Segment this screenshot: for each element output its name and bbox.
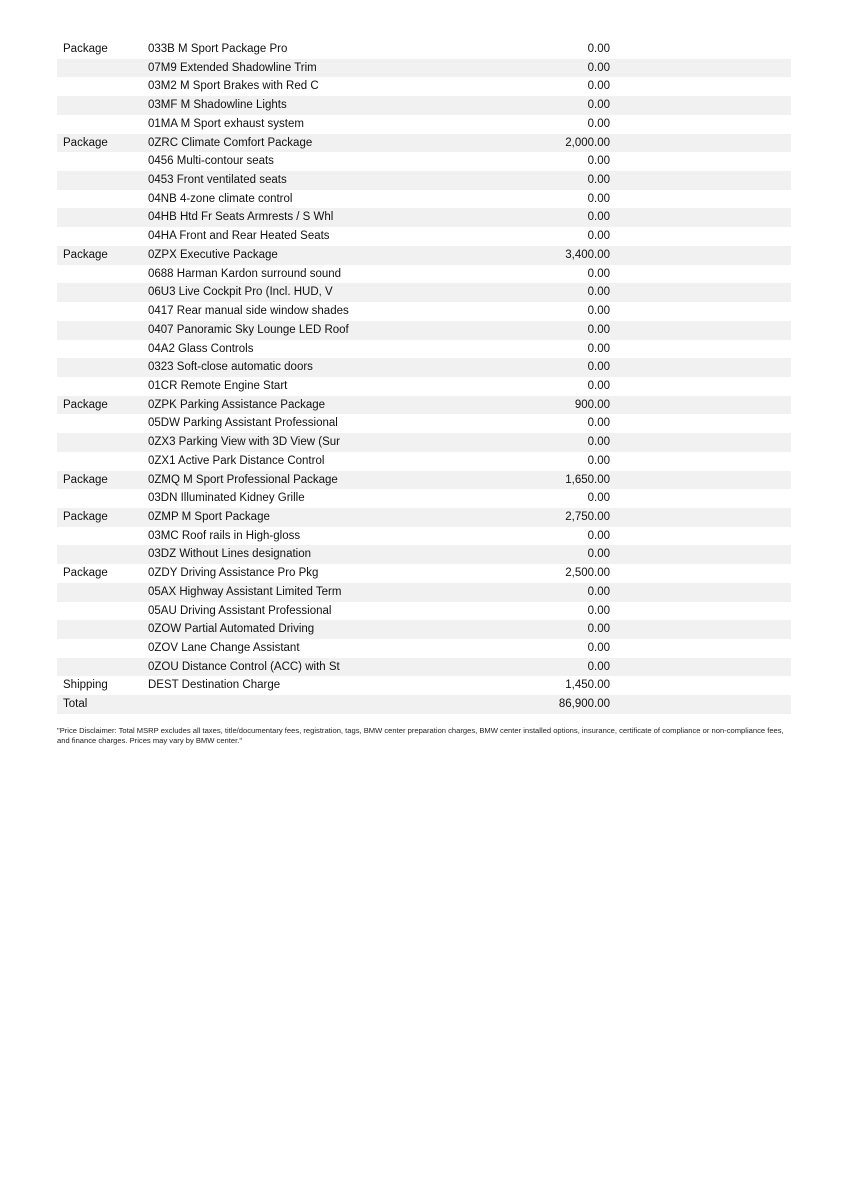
price-cell: 3,400.00 — [565, 248, 610, 261]
category-cell: Package — [63, 510, 108, 523]
item-cell: 0323 Soft-close automatic doors — [148, 361, 313, 374]
category-cell: Total — [63, 698, 88, 711]
price-cell: 0.00 — [587, 417, 610, 430]
price-cell: 0.00 — [587, 492, 610, 505]
item-cell: 03DN Illuminated Kidney Grille — [148, 492, 305, 505]
category-cell: Package — [63, 398, 108, 411]
table-row — [57, 658, 791, 677]
item-cell: 0ZOU Distance Control (ACC) with St — [148, 660, 340, 673]
price-cell: 1,450.00 — [565, 679, 610, 692]
table-row — [57, 340, 791, 359]
item-cell: 04HA Front and Rear Heated Seats — [148, 230, 330, 243]
price-cell: 86,900.00 — [558, 698, 610, 711]
item-cell: 03M2 M Sport Brakes with Red C — [148, 80, 319, 93]
item-cell: 033B M Sport Package Pro — [148, 43, 288, 55]
item-cell: 05AU Driving Assistant Professional — [148, 604, 332, 617]
price-cell: 2,750.00 — [565, 510, 610, 523]
item-cell: 0ZOV Lane Change Assistant — [148, 642, 300, 654]
table-row — [57, 433, 791, 452]
price-cell: 900.00 — [574, 398, 610, 411]
category-cell: Package — [63, 248, 108, 261]
item-cell: 0417 Rear manual side window shades — [148, 305, 349, 318]
item-cell: 04HB Htd Fr Seats Armrests / S Whl — [148, 211, 334, 224]
item-cell: 0453 Front ventilated seats — [148, 174, 287, 187]
price-cell: 0.00 — [587, 99, 610, 112]
price-cell: 0.00 — [587, 436, 610, 449]
category-cell: Package — [63, 43, 108, 55]
item-cell: 0ZX1 Active Park Distance Control — [148, 454, 325, 467]
table-row — [57, 246, 791, 265]
table-row — [57, 190, 791, 209]
table-row — [57, 302, 791, 321]
table-row — [57, 77, 791, 96]
table-row — [57, 545, 791, 564]
price-cell: 0.00 — [587, 230, 610, 243]
item-cell: 05AX Highway Assistant Limited Term — [148, 585, 342, 598]
price-cell: 0.00 — [587, 342, 610, 355]
price-cell: 0.00 — [587, 61, 610, 74]
category-cell: Package — [63, 567, 108, 580]
item-cell: 0ZPK Parking Assistance Package — [148, 398, 326, 411]
table-row — [57, 96, 791, 115]
category-cell: Package — [63, 136, 108, 149]
table-row — [57, 227, 791, 246]
table-row — [57, 283, 791, 302]
item-cell: 0407 Panoramic Sky Lounge LED Roof — [148, 323, 349, 336]
category-cell: Package — [63, 473, 108, 486]
price-cell: 0.00 — [587, 361, 610, 374]
price-cell: 0.00 — [587, 211, 610, 224]
price-cell: 0.00 — [587, 623, 610, 636]
price-cell: 0.00 — [587, 529, 610, 542]
table-row — [57, 527, 791, 546]
table-row — [57, 489, 791, 508]
item-cell: 04A2 Glass Controls — [148, 342, 254, 355]
item-cell: 0ZRC Climate Comfort Package — [148, 136, 313, 149]
table-row — [57, 414, 791, 433]
table-row — [57, 471, 791, 490]
item-cell: 03MF M Shadowline Lights — [148, 99, 287, 112]
table-row — [57, 695, 791, 714]
item-cell: 01CR Remote Engine Start — [148, 379, 288, 392]
price-cell: 0.00 — [587, 585, 610, 598]
table-row — [57, 59, 791, 78]
table-row — [57, 676, 791, 695]
item-cell: 04NB 4-zone climate control — [148, 192, 293, 205]
item-cell: 0688 Harman Kardon surround sound — [148, 267, 342, 280]
table-row — [57, 377, 791, 396]
item-cell: 07M9 Extended Shadowline Trim — [148, 61, 317, 74]
price-cell: 2,500.00 — [565, 567, 610, 580]
table-row — [57, 564, 791, 583]
item-cell: 0ZMQ M Sport Professional Package — [148, 473, 338, 486]
item-cell: 0ZMP M Sport Package — [148, 510, 270, 523]
price-cell: 0.00 — [587, 80, 610, 93]
price-cell: 0.00 — [587, 286, 610, 299]
table-row — [57, 396, 791, 415]
price-cell: 0.00 — [587, 305, 610, 318]
table-row — [57, 40, 791, 59]
table-row — [57, 639, 791, 658]
table-row — [57, 321, 791, 340]
price-cell: 0.00 — [587, 660, 610, 673]
price-cell: 0.00 — [587, 642, 610, 654]
price-cell: 0.00 — [587, 267, 610, 280]
price-cell: 0.00 — [587, 155, 610, 168]
item-cell: 0ZX3 Parking View with 3D View (Sur — [148, 436, 340, 449]
price-cell: 0.00 — [587, 117, 610, 130]
item-cell: 0ZPX Executive Package — [148, 248, 278, 261]
price-cell: 0.00 — [587, 454, 610, 467]
price-cell: 0.00 — [587, 379, 610, 392]
price-cell: 2,000.00 — [565, 136, 610, 149]
table-row — [57, 452, 791, 471]
vehicle-options-table — [57, 40, 791, 714]
item-cell: 0ZDY Driving Assistance Pro Pkg — [148, 567, 319, 580]
item-cell: 01MA M Sport exhaust system — [148, 117, 304, 130]
table-row — [57, 583, 791, 602]
price-cell: 0.00 — [587, 174, 610, 187]
table-row — [57, 152, 791, 171]
price-cell: 0.00 — [587, 43, 610, 55]
table-row — [57, 265, 791, 284]
price-cell: 0.00 — [587, 604, 610, 617]
item-cell: 0ZOW Partial Automated Driving — [148, 623, 315, 636]
table-row — [57, 134, 791, 153]
item-cell: 03DZ Without Lines designation — [148, 548, 312, 561]
table-row — [57, 208, 791, 227]
table-row — [57, 115, 791, 134]
item-cell: 06U3 Live Cockpit Pro (Incl. HUD, V — [148, 286, 333, 299]
price-cell: 0.00 — [587, 548, 610, 561]
item-cell: 05DW Parking Assistant Professional — [148, 417, 338, 430]
price-disclaimer: "Price Disclaimer: Total MSRP excludes all taxes, title/documentary fees, registration, tags, BMW center preparation charges, BMW center installed options, insurance, certificate of compliance or non-compliance fees, and finance charges. Prices may vary by BMW center." — [57, 726, 784, 745]
table-row — [57, 171, 791, 190]
item-cell: 03MC Roof rails in High-gloss — [148, 529, 301, 542]
item-cell: 0456 Multi-contour seats — [148, 155, 274, 168]
table-row — [57, 358, 791, 377]
table-row — [57, 620, 791, 639]
table-row — [57, 508, 791, 527]
item-cell: DEST Destination Charge — [148, 679, 281, 692]
price-cell: 1,650.00 — [565, 473, 610, 486]
table-row — [57, 602, 791, 621]
price-cell: 0.00 — [587, 323, 610, 336]
price-cell: 0.00 — [587, 192, 610, 205]
category-cell: Shipping — [63, 679, 108, 692]
